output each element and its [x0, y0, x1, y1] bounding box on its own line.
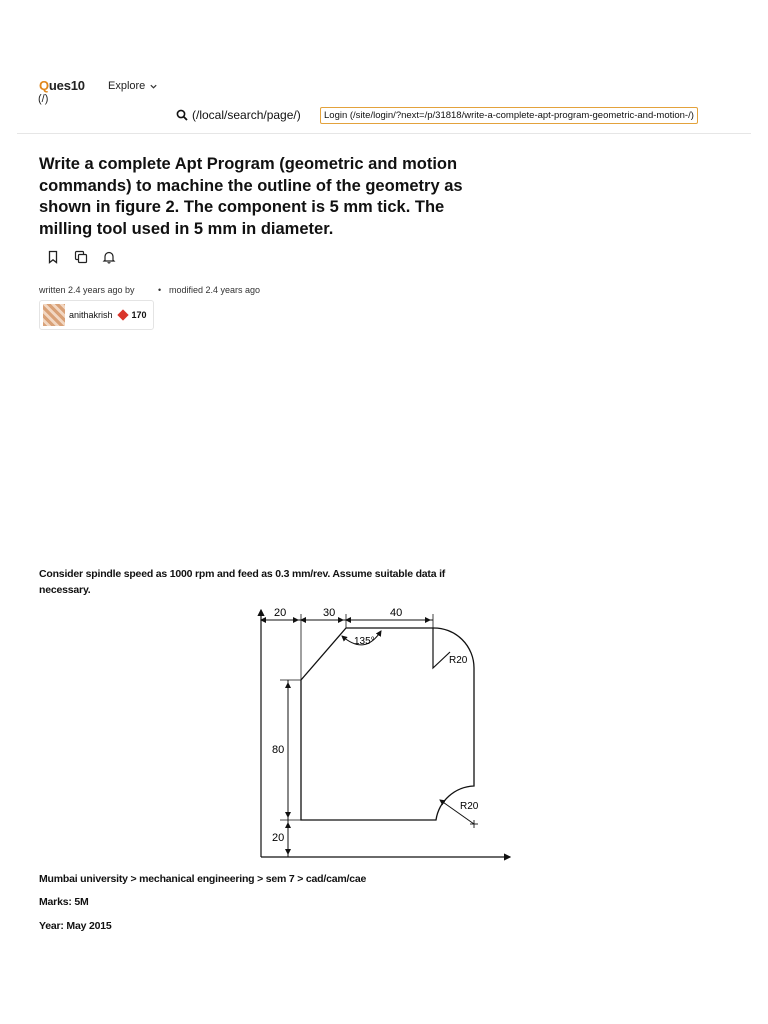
home-link[interactable]: (/) — [38, 93, 49, 105]
radius-label-top: R20 — [449, 655, 468, 666]
explore-menu[interactable] — [108, 80, 158, 92]
dim-label-20-left: 20 — [272, 832, 285, 844]
login-button[interactable]: Login (/site/login/?next=/p/31818/write-a-complete-apt-program-geometric-and-motion-/) — [320, 107, 698, 124]
written-info: written 2.4 years ago by — [39, 285, 135, 295]
bell-icon[interactable] — [102, 250, 116, 264]
diamond-icon — [117, 309, 128, 320]
marks-info: Marks: 5M — [39, 896, 89, 908]
angle-label: 135° — [354, 636, 375, 647]
bookmark-icon[interactable] — [46, 250, 60, 264]
search-icon — [176, 109, 188, 121]
year-info: Year: May 2015 — [39, 920, 112, 932]
dim-label-40: 40 — [390, 607, 403, 619]
logo-text: ues10 — [48, 78, 85, 93]
question-title: Write a complete Apt Program (geometric and motion commands) to machine the outline of the geometry as shown in figure 2. The component is 5 mm tick. The milling tool used in 5 mm in diameter. — [39, 155, 463, 239]
notch — [433, 628, 450, 668]
author-name[interactable]: anithakrish — [69, 310, 113, 320]
avatar — [43, 304, 65, 326]
author-card[interactable] — [39, 300, 154, 330]
modified-info: modified 2.4 years ago — [169, 285, 261, 295]
dim-label-80: 80 — [272, 744, 285, 756]
search-link[interactable] — [176, 108, 301, 122]
dim-label-30: 30 — [323, 607, 336, 619]
chevron-down-icon — [149, 82, 158, 91]
author-reputation: 170 — [131, 310, 147, 320]
logo-letter: Q — [39, 78, 49, 93]
explore-label: Explore — [108, 80, 146, 92]
search-label: (/local/search/page/) — [192, 108, 301, 122]
copy-icon[interactable] — [74, 250, 88, 264]
dim-label-20: 20 — [274, 607, 287, 619]
geometry-figure — [250, 600, 516, 864]
breadcrumb: Mumbai university > mechanical engineering > sem 7 > cad/cam/cae — [39, 873, 367, 885]
site-logo[interactable] — [39, 78, 85, 93]
meta-separator: • — [158, 285, 162, 295]
question-body: Consider spindle speed as 1000 rpm and feed as 0.3 mm/rev. Assume suitable data if necessary. — [39, 568, 446, 596]
radius-label-bottom: R20 — [460, 801, 479, 812]
question-actions — [46, 250, 116, 264]
header-divider — [17, 133, 751, 134]
